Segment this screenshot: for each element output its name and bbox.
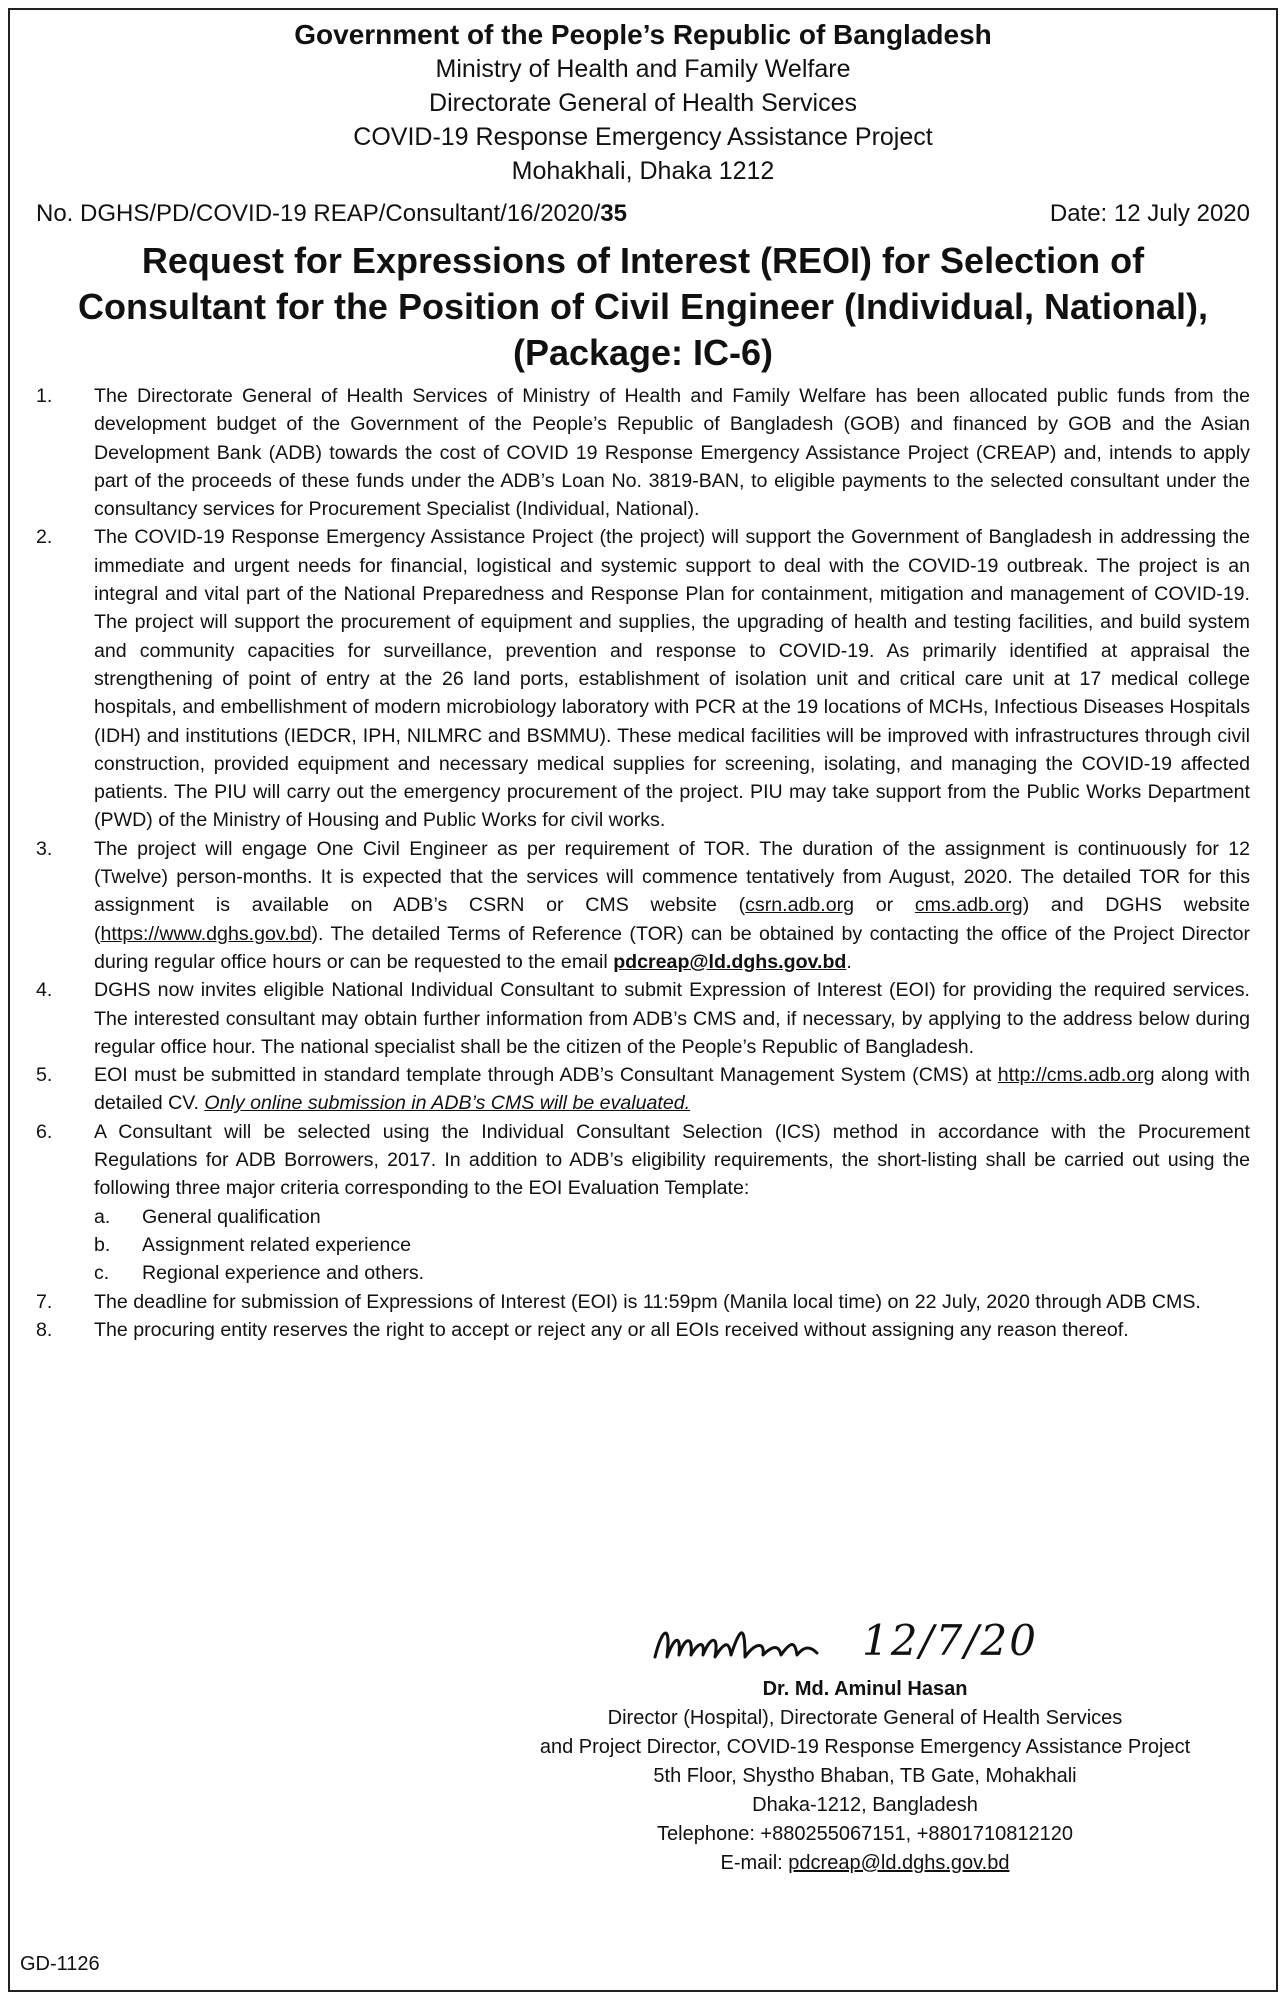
item-number: 8. <box>36 1318 53 1341</box>
list-item <box>36 835 1250 976</box>
csrn-link[interactable]: csrn.adb.org <box>745 894 855 917</box>
reference-number-suffix: 35 <box>600 200 627 227</box>
item-number: 2. <box>36 526 53 549</box>
text-segment: The project will engage One Civil Engineer as per requirement of TOR. The duration of the assignment is continuously for 12 (Twelve) person-months. It is expected that the services will commence tentatively from August, 2020. The detailed TOR for this assignment is available on ADB’s CSRN or CMS website ( <box>94 837 1250 917</box>
item-number: 3. <box>36 837 53 860</box>
item-number: 1. <box>36 385 53 407</box>
criteria-item <box>94 1203 1250 1231</box>
criteria-item <box>94 1259 1250 1287</box>
list-item <box>36 523 1250 834</box>
list-item <box>36 1288 1250 1316</box>
office-address: Mohakhali, Dhaka 1212 <box>511 157 775 185</box>
list-item <box>36 1061 1250 1118</box>
reference-row <box>36 200 1250 228</box>
cms-submission-link[interactable]: http://cms.adb.org <box>997 1064 1155 1087</box>
item-text: The COVID-19 Response Emergency Assistance Project (the project) will support the Government of Bangladesh in addressing the immediate and urgent needs for financial, logistical and systemic support to deal with the COVID-19 outbreak. The project is an integral and vital part of the National Preparedness and Response Plan for containment, mitigation and management of COVID-19. The project will support the procurement of equipment and supplies, the upgrading of health and testing facilities, and build system and community capacities for surveillance, prevention and response to COVID-19. As primarily identified at appraisal the strengthening of point of entry at the 26 land ports, establishment of isolation unit and critical care unit at 17 medical college hospitals, and embellishment of modern microbiology laboratory with PCR at the 19 locations of MCHs, Infectious Diseases Hospitals (IDH) and institutions (IEDCR, IPH, NILMRC and BSMMU). These medical facilities will be improved with infrastructures through civil construction, provided equipment and necessary medical supplies for screening, isolating, and managing the COVID-19 affected patients. The PIU will carry out the emergency procurement of the project. PIU may take support from the Public Works Department (PWD) of the Ministry of Housing and Public Works for civil works. <box>94 526 1250 832</box>
reference-number-prefix: No. DGHS/PD/COVID-19 REAP/Consultant/16/2020/ <box>36 200 601 227</box>
list-item <box>36 382 1250 523</box>
text-segment: EOI must be submitted in standard template through ADB’s Consultant Management System (CMS) at <box>94 1064 998 1087</box>
project-name: COVID-19 Response Emergency Assistance Project <box>353 123 933 151</box>
list-item <box>36 976 1250 1061</box>
item-number: 6. <box>36 1120 53 1143</box>
notice-date: Date: 12 July 2020 <box>1049 200 1250 227</box>
emphasis-note: Only online submission in ADB’s CMS will be evaluated. <box>204 1092 691 1115</box>
signature-date: 12/7/20 <box>862 1616 1038 1665</box>
text-segment: ). The detailed Terms of Reference (TOR) can be obtained by contacting the office of the Project Director during regular office hours or can be requested to the email <box>94 922 1250 973</box>
gd-code: GD-1126 <box>20 1953 100 1975</box>
criteria-text: Regional experience and others. <box>142 1262 425 1285</box>
item-number: 7. <box>36 1290 53 1313</box>
list-item <box>36 1118 1250 1288</box>
signature-block <box>470 1605 1260 1878</box>
contact-email-link[interactable]: pdcreap@ld.dghs.gov.bd <box>613 950 847 973</box>
advertisement-page <box>8 8 1278 1992</box>
signatory-email-line <box>470 1849 1260 1878</box>
criteria-item <box>94 1231 1250 1259</box>
criteria-text: Assignment related experience <box>142 1233 412 1256</box>
signatory-email-link[interactable]: pdcreap@ld.dghs.gov.bd <box>788 1852 1010 1874</box>
item-number: 4. <box>36 979 53 1002</box>
notice-items <box>36 382 1250 1344</box>
letterhead <box>36 18 1250 188</box>
office-city: Dhaka-1212, Bangladesh <box>752 1794 978 1816</box>
item-text: A Consultant will be selected using the Individual Consultant Selection (ICS) method in accordance with the Procurement Regulations for ADB Borrowers, 2017. In addition to ADB’s eligibility requirements, the short-listing shall be carried out using the following three major criteria corresponding to the EOI Evaluation Template: <box>94 1120 1250 1200</box>
criteria-letter: c. <box>94 1262 110 1285</box>
cms-link[interactable]: cms.adb.org <box>914 894 1023 917</box>
criteria-text: General qualification <box>142 1205 321 1228</box>
item-body <box>94 1118 1250 1288</box>
notice-title: Request for Expressions of Interest (REOI) for Selection of Consultant for the Position of Civil Engineer (Individual, National), (Package: IC-6) <box>77 240 1209 373</box>
item-text: The procuring entity reserves the right to accept or reject any or all EOIs received without assigning any reason thereof. <box>94 1318 1129 1341</box>
item-number: 5. <box>36 1064 53 1087</box>
office-floor-address: 5th Floor, Shystho Bhaban, TB Gate, Mohakhali <box>653 1765 1077 1787</box>
ministry-name: Ministry of Health and Family Welfare <box>435 55 851 83</box>
signatory-name: Dr. Md. Aminul Hasan <box>762 1678 968 1700</box>
item-text: The deadline for submission of Expressions of Interest (EOI) is 11:59pm (Manila local time) on 22 July, 2020 through ADB CMS. <box>94 1290 1201 1313</box>
reference-number <box>36 200 627 228</box>
telephone-numbers: Telephone: +880255067151, +8801710812120 <box>657 1823 1073 1845</box>
signatory-title: Director (Hospital), Directorate General of Health Services <box>607 1707 1123 1729</box>
text-segment: or <box>854 894 915 917</box>
criteria-letter: a. <box>94 1205 111 1228</box>
item-text: DGHS now invites eligible National Individual Consultant to submit Expression of Interest (EOI) for providing the required services. The interested consultant may obtain further information from ADB’s CMS and, if necessary, by applying to the address below during regular office hour. The national specialist shall be the citizen of the People’s Republic of Bangladesh. <box>94 979 1250 1058</box>
text-segment: . <box>846 950 852 973</box>
item-text <box>94 1061 1250 1118</box>
email-label: E-mail: <box>720 1852 789 1874</box>
signatory-project-role: and Project Director, COVID-19 Response Emergency Assistance Project <box>539 1736 1191 1758</box>
list-item <box>36 1316 1250 1344</box>
dghs-website-link[interactable]: https://www.dghs.gov.bd <box>100 922 312 945</box>
text-segment: along with detailed CV. <box>94 1064 1250 1115</box>
text-segment: ) and DGHS website ( <box>94 894 1251 945</box>
item-text: The Directorate General of Health Services of Ministry of Health and Family Welfare has been allocated public funds from the development budget of the Government of the People’s Republic of Bangladesh (GOB) and financed by GOB and the Asian Development Bank (ADB) towards the cost of COVID 19 Response Emergency Assistance Project (CREAP) and, intends to apply part of the proceeds of these funds under the ADB’s Loan No. 3819-BAN, to eligible payments to the selected consultant under the consultancy services for Procurement Specialist (Individual, National). <box>94 385 1250 521</box>
handwritten-signature <box>470 1605 1260 1675</box>
government-name: Government of the People’s Republic of Bangladesh <box>294 19 992 50</box>
item-text <box>94 835 1250 976</box>
directorate-name: Directorate General of Health Services <box>429 89 857 117</box>
criteria-letter: b. <box>94 1233 111 1256</box>
